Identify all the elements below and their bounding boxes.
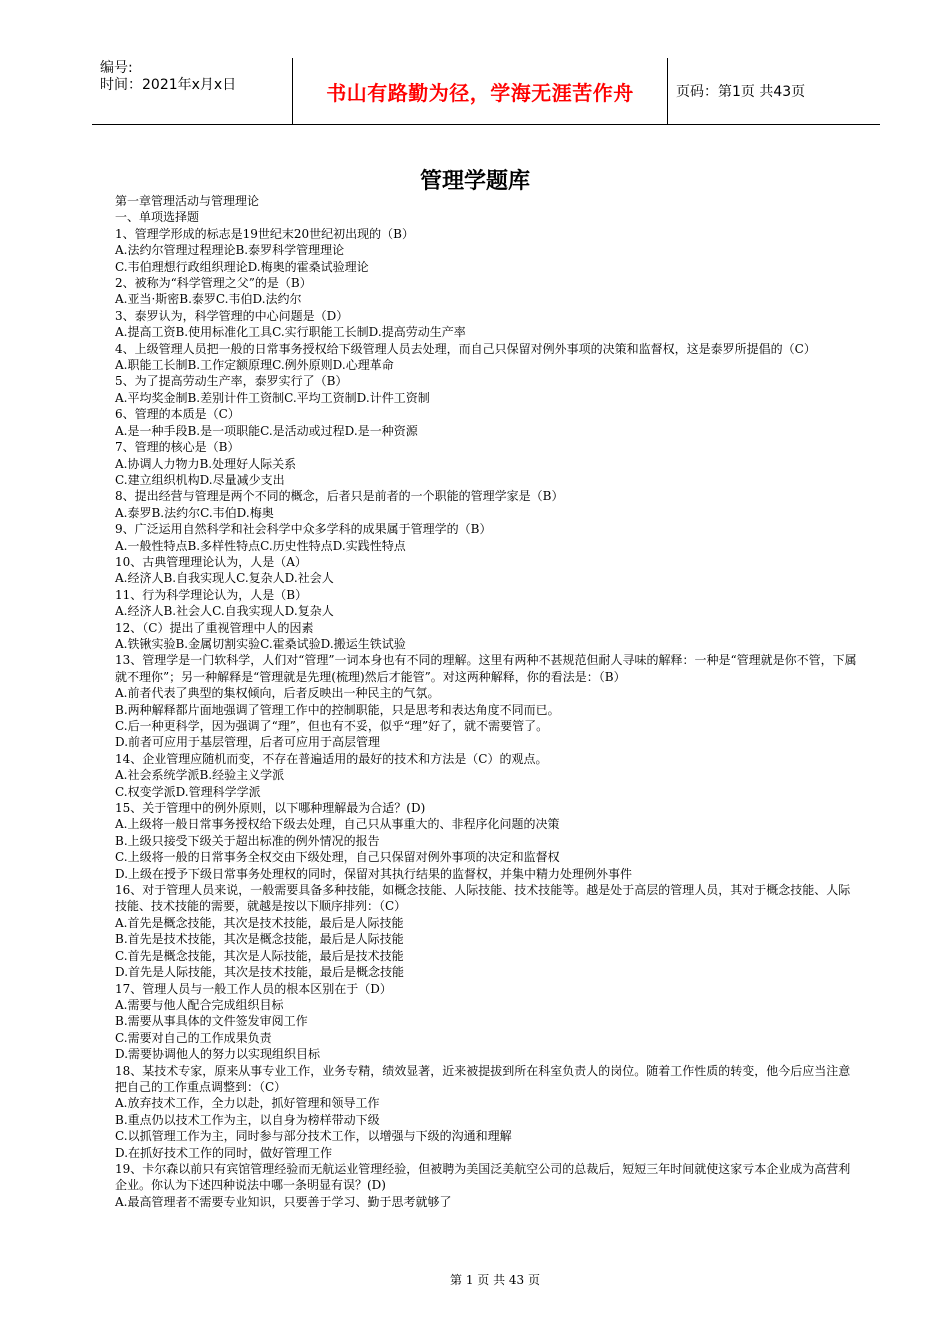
text-line: A.经济人B.自我实现人C.复杂人D.社会人 <box>115 571 334 586</box>
text-line: C.后一种更科学，因为强调了“理”，但也有不妥，似乎“理”好了，就不需要管了。 <box>115 719 549 733</box>
text-line: 16、对于管理人员来说，一般需要具备多种技能，如概念技能、人际技能、技术技能等。越是处于高层的管理人员，其对于概念技能、人际技能、技术技能的需要，就越是按以下顺序排列：（C） <box>115 883 851 914</box>
page-footer: 第 1 页 共 43 页 <box>450 1273 540 1287</box>
text-line: 15、关于管理中的例外原则，以下哪种理解最为合适？(D) <box>115 801 426 816</box>
text-line: 1、管理学形成的标志是19世纪末20世纪初出现的（B） <box>115 226 414 241</box>
serial-number-label: 编号: <box>100 60 133 76</box>
text-line: B.需要从事具体的文件签发审阅工作 <box>115 1014 308 1029</box>
time-label: 时间：2021年x月x日 <box>100 77 237 93</box>
text-line: 10、古典管理理论认为，人是（A） <box>115 554 307 569</box>
text-line: B.重点仍以技术工作为主，以自身为榜样带动下级 <box>115 1112 380 1127</box>
text-line: C.韦伯理想行政组织理论D.梅奥的霍桑试验理论 <box>115 259 369 274</box>
text-line: 第一章管理活动与管理理论 <box>115 194 260 208</box>
text-line: A.提高工资B.使用标准化工具C.实行职能工长制D.提高劳动生产率 <box>115 325 466 340</box>
text-line: D.需要协调他人的努力以实现组织目标 <box>115 1047 321 1062</box>
header-page-cell <box>668 58 880 124</box>
text-line: A.泰罗B.法约尔C.韦伯D.梅奥 <box>115 505 274 520</box>
text-line: A.职能工长制B.工作定额原理C.例外原则D.心理革命 <box>115 358 394 373</box>
text-line: 17、管理人员与一般工作人员的根本区别在于（D） <box>115 981 392 996</box>
document-title: 管理学题库 <box>419 169 530 194</box>
text-line: A.是一种手段B.是一项职能C.是活动或过程D.是一种资源 <box>115 423 418 438</box>
text-line: C.建立组织机构D.尽量减少支出 <box>115 472 285 487</box>
text-line: D.首先是人际技能，其次是技术技能，最后是概念技能 <box>115 965 405 980</box>
text-line: A.需要与他人配合完成组织目标 <box>115 997 284 1012</box>
header-motto: 书山有路勤为径，学海无涯苦作舟 <box>326 80 634 105</box>
text-line: B.两种解释都片面地强调了管理工作中的控制职能，只是思考和表达角度不同而已。 <box>115 702 560 717</box>
text-line: 4、上级管理人员把一般的日常事务授权给下级管理人员去处理，而自己只保留对例外事项的决策和监督权，这是泰罗所提倡的（C） <box>115 341 816 356</box>
text-line: 5、为了提高劳动生产率，泰罗实行了（B） <box>115 374 348 389</box>
text-line: 13、管理学是一门软科学，人们对“管理”一词本身也有不同的理解。这里有两种不甚规范但耐人寻味的解释：一种是“管理就是你不管，下属就不理你”；另一种解释是“管理就是先理(梳理)然后才能管”。对这两种解释，你的看法是：（B） <box>115 653 857 684</box>
text-line: 一、单项选择题 <box>115 210 200 225</box>
text-line: A.法约尔管理过程理论B.泰罗科学管理理论 <box>115 243 345 258</box>
text-line: 9、广泛运用自然科学和社会科学中众多学科的成果属于管理学的（B） <box>115 522 492 537</box>
text-line: B.上级只接受下级关于超出标准的例外情况的报告 <box>115 833 380 848</box>
text-line: 7、管理的核心是（B） <box>115 440 240 455</box>
text-line: D.在抓好技术工作的同时，做好管理工作 <box>115 1145 333 1160</box>
header-motto-cell <box>292 58 668 124</box>
text-line: C.上级将一般的日常事务全权交由下级处理，自己只保留对例外事项的决定和监督权 <box>115 850 560 865</box>
text-line: A.亚当·斯密B.泰罗C.韦伯D.法约尔 <box>115 292 302 307</box>
text-line: 8、提出经营与管理是两个不同的概念，后者只是前者的一个职能的管理学家是（B） <box>115 489 564 504</box>
text-line: A.首先是概念技能，其次是技术技能，最后是人际技能 <box>115 915 404 930</box>
text-line: A.经济人B.社会人C.自我实现人D.复杂人 <box>115 604 334 619</box>
text-line: 6、管理的本质是（C） <box>115 407 240 422</box>
text-line: C.首先是概念技能，其次是人际技能，最后是技术技能 <box>115 948 404 963</box>
text-line: A.上级将一般日常事务授权给下级去处理，自己只从事重大的、非程序化问题的决策 <box>115 817 560 832</box>
header-page-info: 页码：第1页 共43页 <box>676 84 806 100</box>
text-line: D.上级在授予下级日常事务处理权的同时，保留对其执行结果的监督权，并集中精力处理例外事件 <box>115 866 633 881</box>
text-line: 11、行为科学理论认为，人是（B） <box>115 587 308 602</box>
text-line: 3、泰罗认为，科学管理的中心问题是（D） <box>115 308 349 323</box>
text-line: C.以抓管理工作为主，同时参与部分技术工作，以增强与下级的沟通和理解 <box>115 1129 512 1144</box>
page-header <box>92 58 880 125</box>
header-left-cell <box>92 58 292 124</box>
text-line: 18、某技术专家，原来从事专业工作，业务专精，绩效显著，近来被提拔到所在科室负责人的岗位。随着工作性质的转变，他今后应当注意把自己的工作重点调整到：（C） <box>115 1063 851 1094</box>
text-line: C.需要对自己的工作成果负责 <box>115 1030 272 1045</box>
text-line: 2、被称为“科学管理之父”的是（B） <box>115 276 312 291</box>
text-line: D.前者可应用于基层管理，后者可应用于高层管理 <box>115 735 381 750</box>
text-line: A.前者代表了典型的集权倾向，后者反映出一种民主的气氛。 <box>115 686 440 701</box>
text-line: C.权变学派D.管理科学学派 <box>115 784 261 799</box>
document-body <box>115 193 857 1210</box>
text-line: 14、企业管理应随机而变，不存在普遍适用的最好的技术和方法是（C）的观点。 <box>115 751 548 766</box>
text-line: 19、卡尔森以前只有宾馆管理经验而无航运业管理经验，但被聘为美国泛美航空公司的总裁后，短短三年时间就使这家亏本企业成为高营利企业。你认为下述四种说法中哪一条明显有误？(D) <box>115 1161 851 1193</box>
text-line: B.首先是技术技能，其次是概念技能，最后是人际技能 <box>115 932 404 947</box>
text-line: A.放弃技术工作，全力以赴，抓好管理和领导工作 <box>115 1096 380 1111</box>
text-line: 12、（C）提出了重视管理中人的因素 <box>115 620 314 635</box>
text-line: A.协调人力物力B.处理好人际关系 <box>115 456 297 471</box>
text-line: A.铁锹实验B.金属切割实验C.霍桑试验D.搬运生铁试验 <box>115 636 406 651</box>
text-line: A.最高管理者不需要专业知识，只要善于学习、勤于思考就够了 <box>115 1194 452 1209</box>
text-line: A.一般性特点B.多样性特点C.历史性特点D.实践性特点 <box>115 538 406 553</box>
text-line: A.平均奖金制B.差别计件工资制C.平均工资制D.计件工资制 <box>115 390 430 405</box>
text-line: A.社会系统学派B.经验主义学派 <box>115 768 285 783</box>
